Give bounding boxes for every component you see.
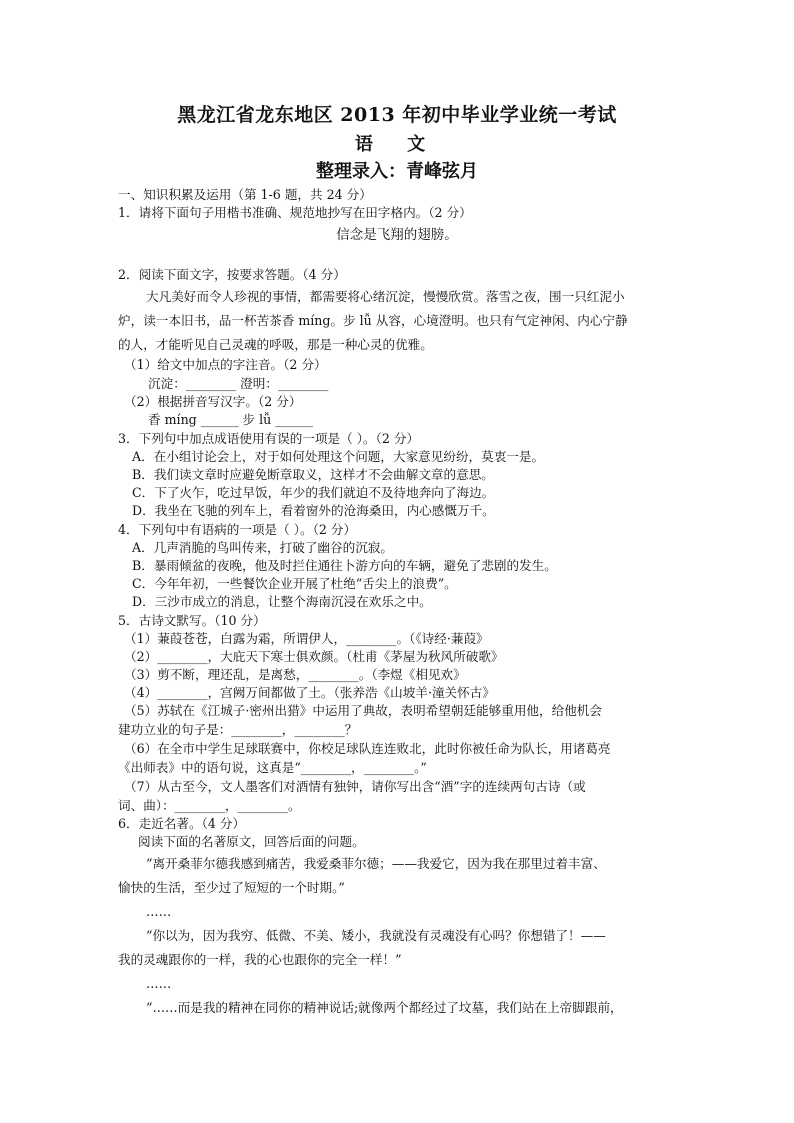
text-line: “……而是我的精神在同你的精神说话;就像两个都经过了坟墓，我们站在上帝脚跟前， [146, 1000, 623, 1015]
text-line: 3．下列句中加点成语使用有误的一项是（ ）。（2 分） [118, 431, 420, 446]
text-line: C．下了火乍，吃过早饭，年少的我们就迫不及待地奔向了海边。 [132, 485, 495, 500]
text-line: 我的灵魂跟你的一样，我的心也跟你的完全一样！” [118, 952, 402, 967]
text-line: 5．古诗文默写。（10 分） [118, 613, 266, 628]
text-line: …… [146, 904, 172, 919]
text-line: 1．请将下面句子用楷书准确、规范地抄写在田字格内。（2 分） [118, 205, 472, 220]
text-line: （2）________，大庇天下寒士俱欢颜。（杜甫《茅屋为秋风所破歌》 [124, 649, 504, 664]
text-line: （3）剪不断，理还乱，是离愁，________。（李煜《相见欢》 [124, 667, 466, 682]
text-line: （1）蒹葭苍苍，白露为霜，所谓伊人，________。（《诗经·蒹葭》 [124, 631, 489, 646]
text-line: 词、曲）：________，________。 [118, 798, 301, 813]
text-line: 2．阅读下面文字，按要求答题。（4 分） [118, 267, 346, 282]
text-line: 信念是飞翔的翅膀。 [336, 227, 458, 243]
exam-title: 黑龙江省龙东地区 2013 年初中毕业学业统一考试 [177, 104, 617, 126]
text-line: 愉快的生活，至少过了短短的一个时期。” [118, 880, 345, 895]
text-line: 沉淀：________ 澄明：________ [148, 376, 329, 391]
text-line: （4）________，宫阙万间都做了土。（张养浩《山坡羊·潼关怀古》 [124, 685, 495, 700]
text-line: 香 míng ______ 步 lǚ ______ [148, 412, 314, 427]
text-line: 阅读下面的名著原文，回答后面的问题。 [138, 834, 365, 849]
text-line: A．几声消脆的鸟叫传来，打破了幽谷的沉寂。 [132, 540, 393, 555]
text-line: 《出师表》中的语句说，这真是“________，________。” [118, 760, 427, 775]
text-line: （1）给文中加点的字注音。（2 分） [124, 357, 327, 372]
text-line: （5）苏轼在《江城子·密州出猎》中运用了典故，表明希望朝廷能够重用他，给他机会 [124, 703, 602, 718]
text-line: B．我们读文章时应避免断章取义，这样才不会曲解文章的意思。 [132, 467, 494, 482]
exam-subject: 语 文 [354, 134, 440, 155]
text-line: A．在小组讨论会上，对于如何处理这个问题，大家意见纷纷，莫衷一是。 [132, 449, 545, 464]
text-line: 大凡美好而令人珍视的事情，都需要将心绪沉淀，慢慢欣赏。落雪之夜，围一只红泥小 [146, 289, 625, 304]
text-line: 建功立业的句子是：________，________？ [118, 722, 358, 737]
text-line: “离开桑菲尔德我感到痛苦，我爱桑菲尔德；——我爱它，因为我在那里过着丰富、 [146, 856, 606, 871]
text-line: （6）在全市中学生足球联赛中，你校足球队连连败北，此时你被任命为队长，用诸葛亮 [124, 741, 611, 756]
text-line: …… [146, 976, 172, 991]
text-line: （2）根据拼音写汉字。（2 分） [124, 394, 302, 409]
text-line: D．三沙市成立的消息，让整个海南沉浸在欢乐之中。 [132, 594, 432, 609]
text-line: D．我坐在飞驰的列车上，看着窗外的沧海桑田，内心感慨万千。 [132, 503, 495, 518]
text-line: 6．走近名著。（4 分） [118, 816, 246, 831]
text-line: 4．下列句中有语病的一项是（ ）。（2 分） [118, 522, 357, 537]
compiler-credit: 整理录入：青峰弦月 [316, 161, 478, 182]
text-line: “你以为，因为我穷、低微、不美、矮小，我就没有灵魂没有心吗？你想错了！—— [146, 928, 606, 943]
text-line: B．暴雨倾盆的夜晚，他及时拦住通往卜游方向的车辆，避免了悲剧的发生。 [132, 558, 557, 573]
text-line: C．今年年初，一些餐饮企业开展了杜绝“舌尖上的浪费”。 [132, 576, 457, 591]
text-line: 炉，读一本旧书，品一杯苦茶香 míng。步 lǚ 从容，心境澄明。也只有气定神闲、内心宁静 [118, 313, 628, 328]
text-line: 一、知识积累及运用（第 1-6 题，共 24 分） [118, 187, 372, 202]
text-line: （7）从古至今，文人墨客们对酒情有独钟，请你写出含“酒”字的连续两句古诗（或 [124, 779, 586, 794]
text-line: 的人，才能听见自己灵魂的呼吸，那是一种心灵的优雅。 [118, 337, 433, 352]
